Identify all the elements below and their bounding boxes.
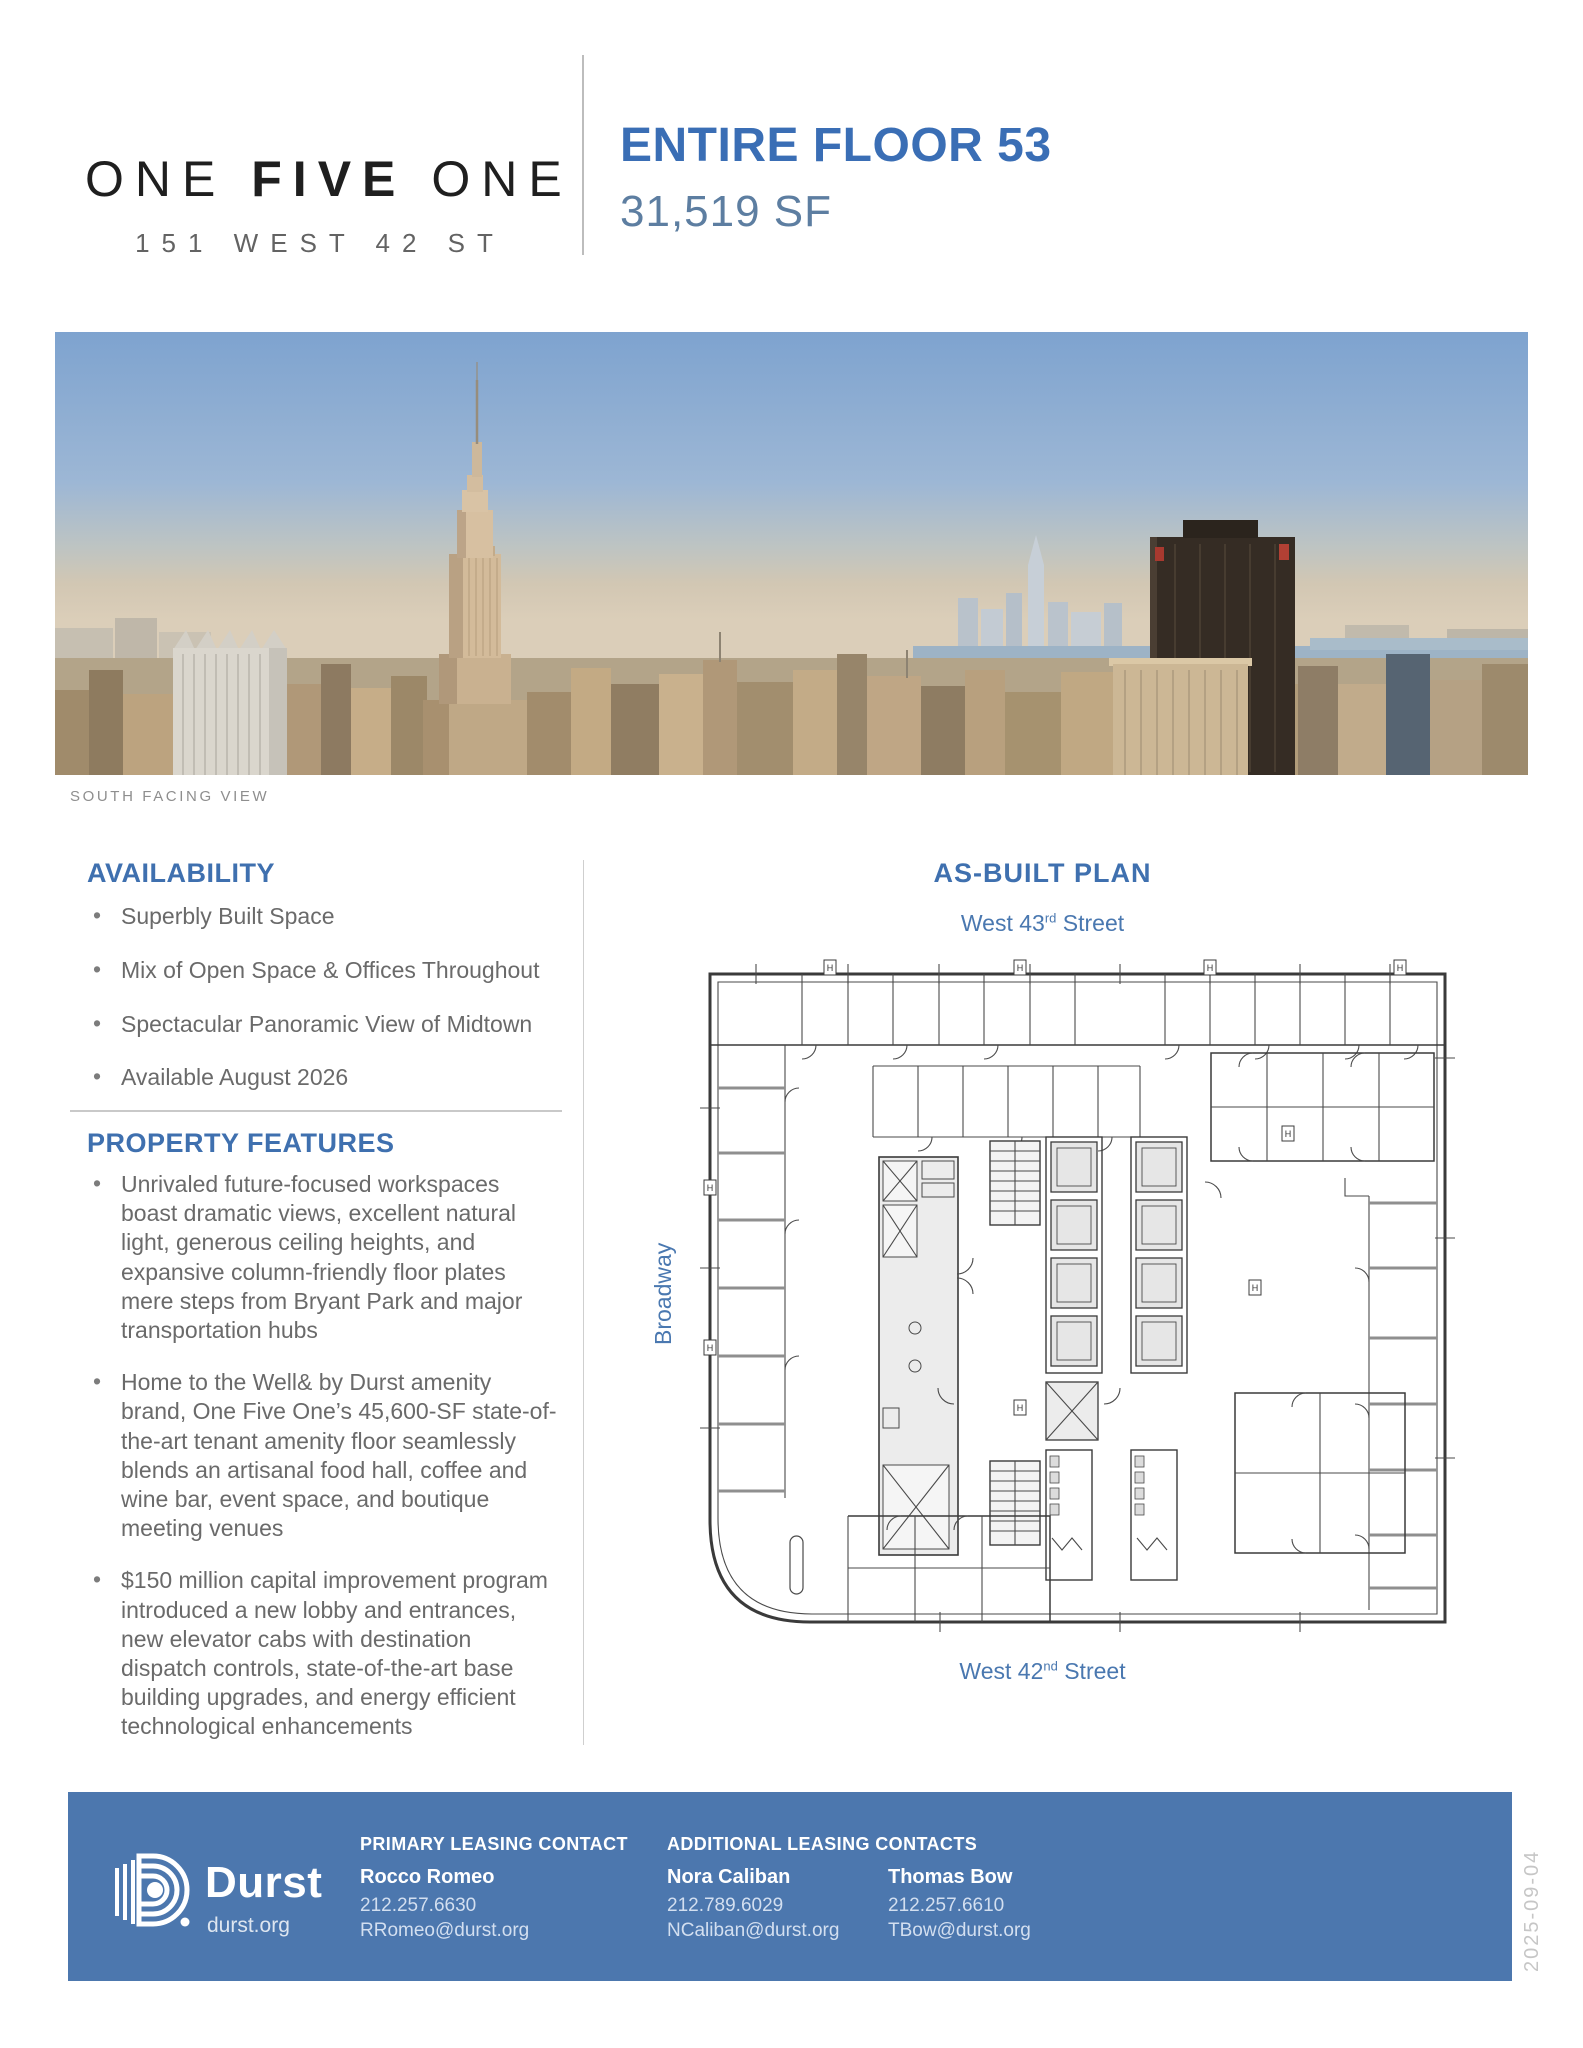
building-address: 151 WEST 42 ST (135, 228, 505, 258)
street-label-broadway: Broadway (650, 1242, 676, 1345)
inner-office-row (873, 1066, 1140, 1151)
foreground-tan-building (1109, 658, 1252, 775)
southeast-room-grid (1235, 1393, 1405, 1553)
core-service-block (879, 1157, 958, 1555)
durst-wordmark: Durst (205, 1858, 323, 1907)
building-name-one-b: ONE (431, 151, 573, 207)
top-office-partitions (802, 974, 1418, 1059)
building-name-five: FIVE (251, 151, 407, 207)
stair-north (990, 1141, 1040, 1225)
photo-caption: SOUTH FACING VIEW (70, 788, 270, 805)
features-item: • Home to the Well& by Durst amenity brand, One Five One’s 45,600-SF state-of-the-art tenant amenity floor seamlessly blends an artisanal food hall, coffee and wine bar, event space, and boutique meeting venues (87, 1368, 559, 1543)
contact-phone: 212.257.6610 (888, 1895, 1005, 1917)
features-list (87, 1170, 559, 1765)
contact-email-link[interactable]: RRomeo@durst.org (360, 1920, 530, 1942)
street-top-ordinal: rd (1044, 910, 1057, 926)
east-office-row (1345, 1178, 1437, 1610)
svg-text:H: H (1206, 963, 1214, 973)
left-office-doors (785, 1088, 799, 1370)
durst-website-link[interactable]: durst.org (207, 1914, 290, 1937)
svg-text:H: H (826, 963, 834, 973)
availability-heading: AVAILABILITY (87, 858, 275, 888)
stair-south (990, 1461, 1040, 1545)
restroom-east (1131, 1450, 1177, 1580)
contact-card-rocco-romeo (360, 1864, 529, 1944)
left-office-partitions (718, 1088, 785, 1491)
svg-text:H: H (1251, 1283, 1259, 1293)
document-date: 2025-09-04 (1521, 1849, 1543, 1972)
availability-item: • Available August 2026 (87, 1063, 577, 1092)
street-bottom-suffix: Street (1057, 1658, 1126, 1684)
building-name (85, 150, 573, 208)
floor-area: 31,519 SF (620, 187, 833, 236)
header-divider (582, 55, 584, 255)
street-bottom-ordinal: nd (1043, 1658, 1058, 1674)
street-label-west-42 (660, 1658, 1425, 1685)
plan-heading: AS-BUILT PLAN (933, 858, 1152, 888)
skyline-photo-art (55, 332, 1528, 775)
contact-email-link[interactable]: TBow@durst.org (888, 1920, 1031, 1942)
durst-logo-icon (113, 1848, 193, 1932)
contact-phone: 212.789.6029 (667, 1895, 784, 1917)
page-title: ENTIRE FLOOR 53 (620, 119, 1052, 172)
footer (68, 1792, 1512, 1981)
svg-text:H: H (706, 1343, 714, 1353)
street-top-suffix: Street (1056, 910, 1125, 936)
skyline-photo (55, 332, 1528, 775)
features-item: • $150 million capital improvement program introduced a new lobby and entrances, new elevator cabs with destination dispatch controls, state-of-the-art base building upgrades, and energy efficient technological enhancements (87, 1566, 559, 1741)
contact-card-nora-caliban (667, 1864, 839, 1944)
contact-name: Thomas Bow (888, 1866, 1013, 1888)
svg-text:H: H (1016, 1403, 1024, 1413)
street-label-west-43 (660, 910, 1425, 937)
contact-phone: 212.257.6630 (360, 1895, 477, 1917)
svg-text:H: H (1396, 963, 1404, 973)
svg-text:H: H (706, 1183, 714, 1193)
header-title-block (620, 118, 1052, 237)
white-tower (173, 630, 287, 775)
restroom-west (1046, 1450, 1092, 1580)
building-logo (85, 150, 573, 259)
mechanical-shaft (1046, 1382, 1098, 1440)
elevator-bank-east (1131, 1137, 1187, 1373)
svg-text:H: H (1284, 1129, 1292, 1139)
availability-list (87, 902, 577, 1117)
contact-card-thomas-bow (888, 1864, 1031, 1944)
contact-name: Nora Caliban (667, 1866, 791, 1888)
building-name-one-a: ONE (85, 151, 227, 207)
street-top-text: West 43 (960, 910, 1045, 936)
column-divider (583, 860, 584, 1745)
primary-contact-label: PRIMARY LEASING CONTACT (360, 1834, 628, 1854)
availability-item: • Mix of Open Space & Offices Throughout (87, 956, 577, 985)
street-bottom-text: West 42 (959, 1658, 1044, 1684)
svg-text:H: H (1016, 963, 1024, 973)
features-heading: PROPERTY FEATURES (87, 1128, 395, 1158)
availability-item: • Spectacular Panoramic View of Midtown (87, 1010, 577, 1039)
northeast-room-grid (1211, 1053, 1434, 1161)
floor-plan (690, 938, 1455, 1643)
contact-email-link[interactable]: NCaliban@durst.org (667, 1920, 840, 1942)
availability-item: • Superbly Built Space (87, 902, 577, 931)
section-divider (70, 1110, 562, 1112)
additional-contacts-label: ADDITIONAL LEASING CONTACTS (667, 1834, 978, 1854)
features-item: • Unrivaled future-focused workspaces boast dramatic views, excellent natural light, generous ceiling heights, and expansive column-friendly floor plates mere steps from Bryant Park and major transportation hubs (87, 1170, 559, 1345)
elevator-bank-west (1046, 1137, 1102, 1373)
contact-name: Rocco Romeo (360, 1866, 495, 1888)
